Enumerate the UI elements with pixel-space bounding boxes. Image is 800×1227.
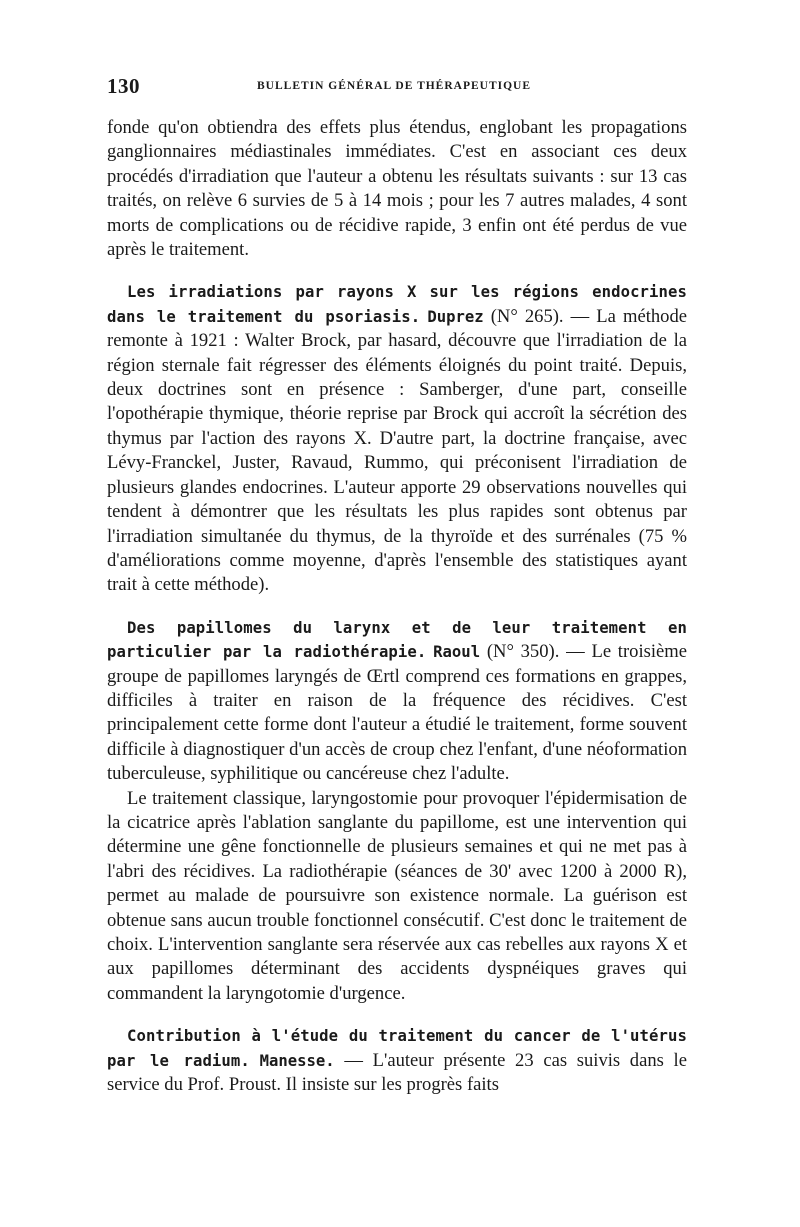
running-title: BULLETIN GÉNÉRAL DE THÉRAPEUTIQUE	[257, 80, 532, 92]
continued-paragraph: fonde qu'on obtiendra des effets plus étendus, englobant les propagations ganglionnaires médiastinales immédiates. C'est en associant ces deux procédés d'irradiation que l'auteur a obtenu les résultats suivants : sur 13 cas traités, on relève 6 survies de 5 à 14 mois ; pour les 7 autres malades, 4 sont morts de complications ou de récidive rapide, 3 enfin ont été perdus de vue après le traitement.	[107, 117, 687, 261]
abstract-title: Contribution à l'étude du traitement du cancer de l'utérus par le radium.	[107, 1027, 687, 1070]
abstract-papillomes-continuation: Le traitement classique, laryngostomie pour provoquer l'épidermisation de la cicatrice après l'ablation sanglante du papillome, est une intervention qui détermine une gêne fonctionnelle de plusieurs semaines et qui ne met pas à l'abri des récidives. La radiothérapie (séances de 30' avec 1200 à 2000 R), permet au malade de poursuivre son existence normale. La guérison est obtenue sans aucun trouble fonctionnel consécutif. C'est donc le traitement de choix. L'intervention sanglante sera réservée aux cas rebelles aux rayons X et aux papillomes déterminant des accidents dyspnéiques graves qui commandent la laryngotomie d'urgence.	[107, 787, 687, 1004]
abstract-title: Les irradiations par rayons X sur les régions endocrines dans le traitement du psoriasis.	[107, 283, 687, 326]
abstract-papillomes	[107, 616, 687, 787]
abstract-reference: (N° 265).	[490, 305, 564, 327]
page-header	[107, 74, 687, 102]
abstract-psoriasis	[107, 280, 687, 597]
abstract-cancer-uterus	[107, 1024, 687, 1097]
abstract-text: — Le troisième groupe de papillomes laryngés de Œrtl comprend ces formations en grappes, difficiles à traiter en raison de la fréquence des récidives. C'est principalement cette forme dont l'auteur a étudié le traitement, forme souvent difficile à diagnostiquer d'un accès de croup chez l'enfant, d'une néoformation tuberculeuse, syphilitique ou cancéreuse chez l'adulte.	[107, 641, 687, 785]
abstract-reference: (N° 350).	[486, 641, 560, 663]
abstract-author: Raoul	[433, 643, 481, 662]
document-page	[107, 74, 687, 1097]
abstract-title: Des papillomes du larynx et de leur traitement en particulier par la radiothérapie.	[107, 618, 687, 662]
abstract-text: — La méthode remonte à 1921 : Walter Brock, par hasard, découvre que l'irradiation de la région sternale fait régresser des éléments éloignés du point traité. Depuis, deux doctrines sont en présence : Samberger, d'une part, conseille l'opothérapie thymique, théorie reprise par Brock qui accroît la sécrétion des thymus par l'action des rayons X. D'autre part, la doctrine française, avec Lévy-Franckel, Juster, Ravaud, Rummo, qui préconisent l'irradiation de plusieurs glandes endocrines. L'auteur apporte 29 observations nouvelles qui tendent à démontrer que les résultats les plus rapides sont obtenus par l'irradiation simultanée du thymus, de la thyroïde et des surrénales (75 % d'améliorations comme moyenne, d'après l'ensemble des statistiques ayant trait à cette méthode).	[107, 305, 688, 596]
abstract-author: Duprez	[427, 307, 484, 326]
abstract-author: Manesse.	[259, 1051, 335, 1070]
abstract-text: — L'auteur présente 23 cas suivis dans le service du Prof. Proust. Il insiste sur les progrès faits	[107, 1049, 687, 1096]
page-number: 130	[107, 74, 140, 98]
page-body	[107, 116, 687, 1097]
